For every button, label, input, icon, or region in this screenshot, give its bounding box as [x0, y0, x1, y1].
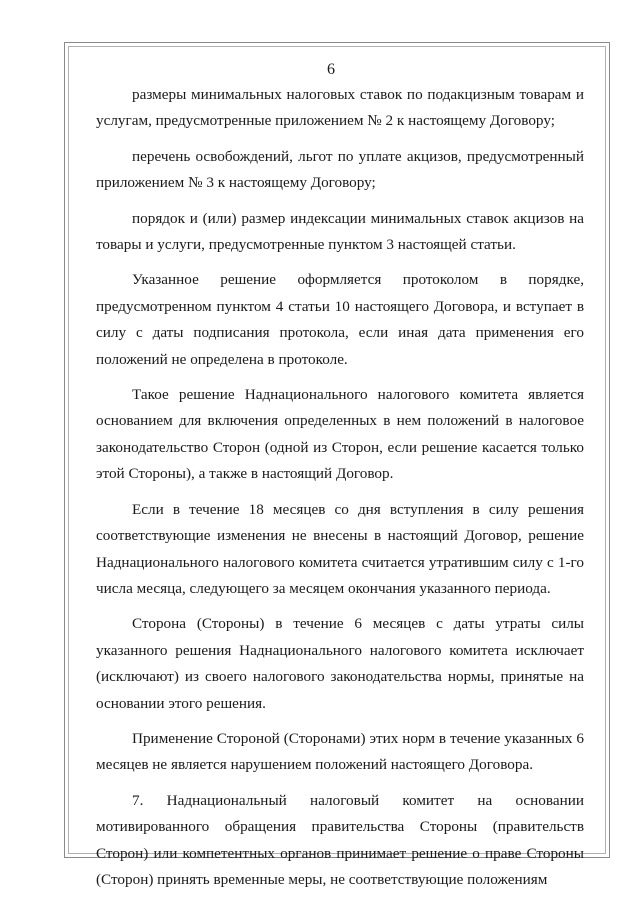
paragraph: перечень освобождений, льгот по уплате акцизов, предусмотренный приложением № 3 к настоящему Договору;: [96, 147, 584, 192]
paragraph: Если в течение 18 месяцев со дня вступления в силу решения соответствующие изменения не внесены в настоящий Договор, решение Наднационального налогового комитета считается утратившим силу с 1-го числа месяца, следующего за месяцем окончания указанного периода.: [96, 500, 584, 597]
paragraph: Такое решение Наднационального налогового комитета является основанием для включения определенных в нем положений в налоговое законодательство Сторон (одной из Сторон, если решение касается только этой Стороны), а также в настоящий Договор.: [96, 386, 584, 483]
paragraph: Указанное решение оформляется протоколом в порядке, предусмотренном пунктом 4 статьи 10 настоящего Договора, и вступает в силу с даты подписания протокола, если иная дата применения его положений не определена в протоколе.: [96, 271, 584, 368]
paragraph: 7. Наднациональный налоговый комитет на основании мотивированного обращения правительства Стороны (правительств Сторон) или компетентных органов принимает решение о праве Стороны (Сторон) принять временные меры, не соответствующие положениям: [96, 791, 584, 888]
paragraph: Применение Стороной (Сторонами) этих норм в течение указанных 6 месяцев не является нарушением положений настоящего Договора.: [96, 729, 584, 774]
paragraph: Сторона (Стороны) в течение 6 месяцев с даты утраты силы указанного решения Наднационального налогового комитета исключает (исключают) из своего налогового законодательства нормы, принятые на основании этого решения.: [96, 615, 584, 712]
page-number: 6: [327, 61, 335, 78]
paragraph: размеры минимальных налоговых ставок по подакцизным товарам и услугам, предусмотренные приложением № 2 к настоящему Договору;: [96, 86, 584, 130]
paragraph: порядок и (или) размер индексации минимальных ставок акцизов на товары и услуги, предусмотренные пунктом 3 настоящей статьи.: [96, 209, 584, 254]
document-body: [96, 82, 584, 902]
